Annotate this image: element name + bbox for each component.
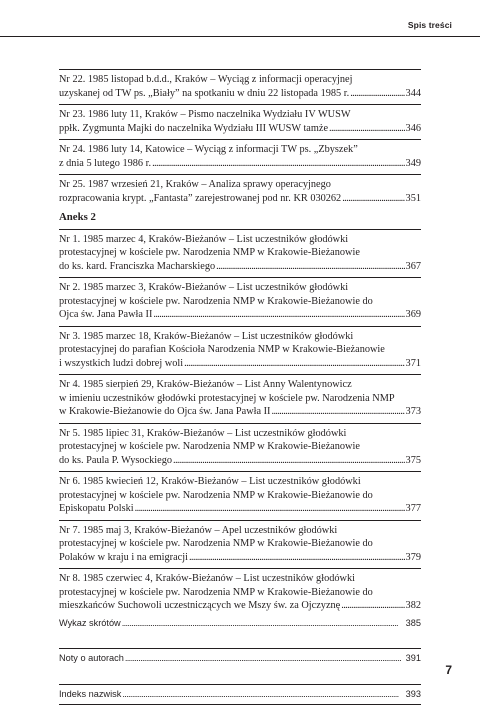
dot-leader	[122, 617, 405, 631]
toc-page-number: 373	[405, 406, 421, 417]
toc-entry-text: Nr 23. 1986 luty 11, Kraków – Pismo naczelnika Wydziału IV WUSW	[59, 109, 351, 120]
toc-page-number: 379	[405, 551, 421, 563]
section-title: Spis treści	[407, 20, 452, 30]
toc-line	[59, 524, 421, 538]
toc-line	[59, 378, 421, 392]
toc-line	[59, 308, 421, 322]
toc-entry-noty[interactable]	[59, 648, 421, 666]
toc-page-number: 371	[405, 357, 421, 369]
toc-line	[59, 502, 421, 516]
toc-entry[interactable]	[59, 568, 421, 613]
toc-entry-text: Nr 1. 1985 marzec 4, Kraków-Bieżanów – List uczestników głodówki	[59, 233, 349, 245]
toc-entry-text: protestacyjnej do parafian Kościoła Narodzenia NMP w Krakowie-Bieżanowie	[59, 344, 385, 355]
dot-leader	[184, 357, 404, 371]
toc-entry-text: protestacyjnej w kościele pw. Narodzenia NMP w Krakowie-Bieżanowie	[59, 247, 360, 258]
toc-line	[59, 122, 421, 136]
toc-line	[59, 87, 421, 101]
dot-leader	[153, 308, 404, 322]
toc-entry-text: Nr 24. 1986 luty 14, Katowice – Wyciąg z informacji TW ps. „Zbyszek”	[59, 144, 358, 155]
dot-leader	[122, 688, 404, 702]
toc-line	[59, 260, 421, 274]
toc-line	[59, 157, 421, 171]
toc-entry-text: w imieniu uczestników głodówki protestacyjnej w kościele pw. Narodzenia NMP	[59, 392, 395, 404]
toc-entry-text: protestacyjnej w kościele pw. Narodzenia NMP w Krakowie-Bieżanowie do	[59, 586, 373, 598]
toc-line	[59, 295, 421, 309]
dot-leader	[342, 192, 404, 206]
toc-entry[interactable]	[59, 423, 421, 468]
toc-entry-text: ppłk. Zygmunta Majki do naczelnika Wydziału III WUSW tamże	[59, 122, 329, 134]
toc-line	[59, 192, 421, 206]
toc-page-number: 375	[405, 454, 421, 466]
toc-entry[interactable]	[59, 174, 421, 205]
toc-entry-text: Nr 6. 1985 kwiecień 12, Kraków-Bieżanów – List uczestników głodówki	[59, 476, 361, 487]
toc-line	[59, 688, 421, 702]
toc-entry-label: Indeks nazwisk	[59, 688, 122, 699]
toc-line	[59, 178, 421, 192]
toc-entry[interactable]	[59, 471, 421, 516]
dot-leader	[152, 157, 404, 171]
toc-entry-text: Nr 7. 1985 maj 3, Kraków-Bieżanów – Apel uczestników głodówki	[59, 524, 338, 536]
toc-group-documents	[59, 69, 421, 205]
toc-entry-wykaz[interactable]	[59, 617, 421, 631]
toc-line	[59, 427, 421, 441]
toc-page-number: 351	[405, 192, 421, 204]
dot-leader	[350, 87, 404, 101]
toc-line	[59, 489, 421, 503]
toc-group-aneks	[59, 229, 421, 613]
toc-entry[interactable]	[59, 139, 421, 170]
toc-entry-indeks[interactable]	[59, 684, 421, 706]
toc-page-number: 377	[405, 503, 421, 514]
page-number: 7	[445, 663, 452, 677]
toc-page-number: 344	[405, 87, 421, 99]
toc-line	[59, 617, 421, 631]
toc-line	[59, 652, 421, 666]
toc-entry-text: rozpracowania krypt. „Fantasta” zarejestrowanej pod nr. KR 030262	[59, 192, 342, 204]
toc-entry-text: z dnia 5 lutego 1986 r.	[59, 157, 152, 169]
dot-leader	[272, 405, 405, 419]
toc-entry-text: w Krakowie-Bieżanowie do Ojca św. Jana Pawła II	[59, 406, 271, 417]
toc-entry[interactable]	[59, 277, 421, 322]
dot-leader	[135, 502, 405, 516]
toc-line	[59, 440, 421, 454]
toc-line	[59, 233, 421, 247]
toc-line	[59, 246, 421, 260]
toc-entry[interactable]	[59, 229, 421, 274]
toc-line	[59, 392, 421, 406]
toc-entry-text: Nr 2. 1985 marzec 3, Kraków-Bieżanów – List uczestników głodówki	[59, 282, 349, 293]
toc-entry[interactable]	[59, 104, 421, 135]
toc-entry-text: uzyskanej od TW ps. „Biały” na spotkaniu w dniu 22 listopada 1985 r.	[59, 87, 350, 99]
toc-line	[59, 330, 421, 344]
toc-entry[interactable]	[59, 69, 421, 100]
toc-page-number: 385	[405, 617, 421, 628]
dot-leader	[189, 551, 405, 565]
toc-line	[59, 551, 421, 565]
spacer	[59, 670, 421, 684]
toc-line	[59, 572, 421, 586]
table-of-contents	[59, 69, 421, 709]
toc-entry-text: protestacyjnej w kościele pw. Narodzenia NMP w Krakowie-Bieżanowie do	[59, 538, 373, 549]
toc-line	[59, 73, 421, 87]
dot-leader	[329, 122, 405, 136]
toc-line	[59, 405, 421, 419]
dot-leader	[341, 599, 404, 613]
toc-entry-text: Nr 22. 1985 listopad b.d.d., Kraków – Wyciąg z informacji operacyjnej	[59, 74, 353, 85]
toc-entry[interactable]	[59, 326, 421, 371]
toc-entry-text: do ks. kard. Franciszka Macharskiego	[59, 260, 216, 272]
toc-page-number: 393	[405, 688, 421, 699]
toc-line	[59, 599, 421, 613]
toc-line	[59, 454, 421, 468]
aneks-heading: Aneks 2	[59, 211, 96, 223]
toc-page-number: 346	[405, 122, 421, 134]
toc-line	[59, 357, 421, 371]
toc-page-number: 391	[405, 653, 421, 663]
toc-page-number: 369	[405, 309, 421, 320]
toc-entry-text: protestacyjnej w kościele pw. Narodzenia NMP w Krakowie-Bieżanowie	[59, 441, 360, 452]
toc-page-number: 382	[405, 600, 421, 611]
toc-entry-text: Nr 8. 1985 czerwiec 4, Kraków-Bieżanów – List uczestników głodówki	[59, 573, 355, 584]
toc-entry-text: Nr 3. 1985 marzec 18, Kraków-Bieżanów – List uczestników głodówki	[59, 330, 354, 342]
toc-line	[59, 343, 421, 357]
toc-entry-text: Nr 4. 1985 sierpień 29, Kraków-Bieżanów – List Anny Walentynowicz	[59, 379, 352, 390]
toc-entry[interactable]	[59, 374, 421, 419]
toc-line	[59, 537, 421, 551]
toc-entry-text: Nr 25. 1987 wrzesień 21, Kraków – Analiza sprawy operacyjnego	[59, 179, 331, 190]
toc-line	[59, 143, 421, 157]
toc-entry-label: Wykaz skrótów	[59, 617, 121, 628]
toc-line	[59, 281, 421, 295]
dot-leader	[216, 260, 404, 274]
toc-entry-text: Polaków w kraju i na emigracji	[59, 551, 188, 563]
toc-entry-text: i wszystkich ludzi dobrej woli	[59, 357, 184, 369]
spacer	[59, 634, 421, 648]
toc-line	[59, 475, 421, 489]
toc-page-number: 349	[405, 157, 421, 169]
toc-line	[59, 586, 421, 600]
toc-line	[59, 108, 421, 122]
dot-leader	[125, 652, 405, 666]
toc-entry-text: protestacyjnej w kościele pw. Narodzenia NMP w Krakowie-Bieżanowie do	[59, 295, 373, 307]
toc-page-number: 367	[405, 260, 421, 272]
header-rule	[0, 36, 480, 37]
toc-entry-text: Nr 5. 1985 lipiec 31, Kraków-Bieżanów – List uczestników głodówki	[59, 427, 347, 439]
toc-entry-text: mieszkańców Suchowoli uczestniczących we Mszy św. za Ojczyznę	[59, 600, 341, 611]
toc-entry[interactable]	[59, 520, 421, 565]
toc-entry-text: Episkopatu Polski	[59, 503, 134, 514]
toc-entry-text: Ojca św. Jana Pawła II	[59, 309, 153, 320]
toc-entry-label: Noty o autorach	[59, 653, 124, 663]
toc-entry-text: protestacyjnej w kościele pw. Narodzenia NMP w Krakowie-Bieżanowie do	[59, 489, 373, 501]
dot-leader	[173, 454, 405, 468]
toc-entry-text: do ks. Paula P. Wysockiego	[59, 454, 173, 466]
